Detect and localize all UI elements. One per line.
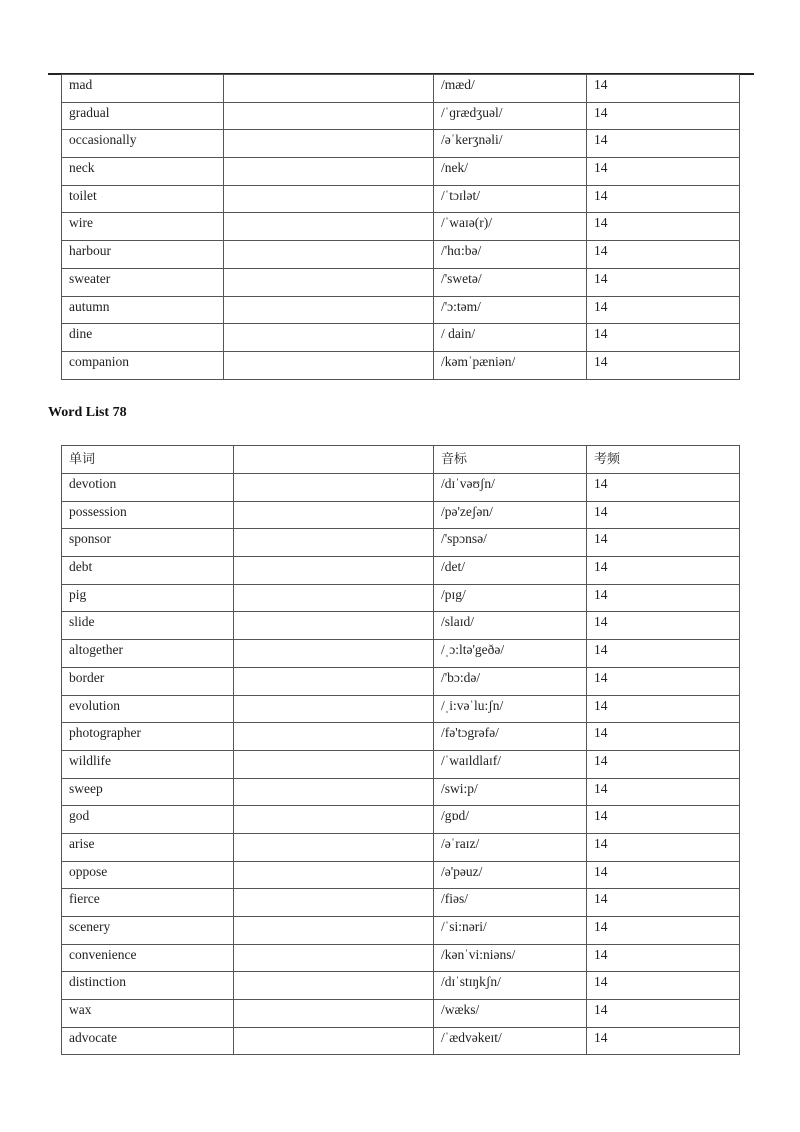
phonetic-cell: /pə'zeʃən/ — [434, 501, 587, 529]
word-cell: wire — [62, 213, 224, 241]
word-cell: convenience — [62, 944, 234, 972]
note-cell — [224, 324, 434, 352]
note-cell — [234, 501, 434, 529]
header-word: 单词 — [62, 446, 234, 474]
note-cell — [234, 750, 434, 778]
table-row — [62, 529, 740, 557]
frequency-cell: 14 — [587, 917, 740, 945]
phonetic-cell: /ˈtɔɪlət/ — [434, 185, 587, 213]
note-cell — [234, 584, 434, 612]
word-table-continued-body — [62, 75, 740, 380]
note-cell — [234, 972, 434, 1000]
table-row — [62, 213, 740, 241]
note-cell — [234, 944, 434, 972]
frequency-cell: 14 — [587, 324, 740, 352]
phonetic-cell: /dɪˈstɪŋkʃn/ — [434, 972, 587, 1000]
phonetic-cell: /ˈsi:nəri/ — [434, 917, 587, 945]
table-row — [62, 130, 740, 158]
table-row — [62, 158, 740, 186]
word-cell: sweater — [62, 268, 224, 296]
word-cell: neck — [62, 158, 224, 186]
table-row — [62, 861, 740, 889]
table-row — [62, 667, 740, 695]
phonetic-cell: /ˈædvəkeɪt/ — [434, 1027, 587, 1055]
frequency-cell: 14 — [587, 640, 740, 668]
phonetic-cell: /ə'pəuz/ — [434, 861, 587, 889]
note-cell — [234, 474, 434, 502]
frequency-cell: 14 — [587, 268, 740, 296]
word-cell: companion — [62, 351, 224, 379]
note-cell — [234, 695, 434, 723]
header-note — [234, 446, 434, 474]
phonetic-cell: /fiəs/ — [434, 889, 587, 917]
table-row — [62, 917, 740, 945]
word-cell: slide — [62, 612, 234, 640]
phonetic-cell: /'ɔ:təm/ — [434, 296, 587, 324]
word-cell: wildlife — [62, 750, 234, 778]
note-cell — [224, 268, 434, 296]
table-row — [62, 241, 740, 269]
word-cell: gradual — [62, 102, 224, 130]
note-cell — [234, 557, 434, 585]
note-cell — [224, 102, 434, 130]
table-row — [62, 833, 740, 861]
note-cell — [224, 185, 434, 213]
frequency-cell: 14 — [587, 213, 740, 241]
section-title: Word List 78 — [48, 405, 127, 420]
frequency-cell: 14 — [587, 130, 740, 158]
note-cell — [234, 529, 434, 557]
table-row — [62, 557, 740, 585]
table-row — [62, 972, 740, 1000]
word-cell: sweep — [62, 778, 234, 806]
phonetic-cell: /dɪˈvəʊʃn/ — [434, 474, 587, 502]
table-row — [62, 102, 740, 130]
frequency-cell: 14 — [587, 806, 740, 834]
frequency-cell: 14 — [587, 723, 740, 751]
table-row — [62, 584, 740, 612]
phonetic-cell: /ˌɔ:ltə'geðə/ — [434, 640, 587, 668]
word-cell: dine — [62, 324, 224, 352]
frequency-cell: 14 — [587, 667, 740, 695]
frequency-cell: 14 — [587, 296, 740, 324]
note-cell — [234, 640, 434, 668]
table-row — [62, 612, 740, 640]
frequency-cell: 14 — [587, 889, 740, 917]
word-cell: mad — [62, 75, 224, 103]
note-cell — [234, 1000, 434, 1028]
frequency-cell: 14 — [587, 557, 740, 585]
phonetic-cell: /kəmˈpæniən/ — [434, 351, 587, 379]
word-cell: occasionally — [62, 130, 224, 158]
frequency-cell: 14 — [587, 972, 740, 1000]
word-cell: advocate — [62, 1027, 234, 1055]
phonetic-cell: /kənˈvi:niəns/ — [434, 944, 587, 972]
phonetic-cell: /swi:p/ — [434, 778, 587, 806]
word-cell: evolution — [62, 695, 234, 723]
frequency-cell: 14 — [587, 185, 740, 213]
frequency-cell: 14 — [587, 695, 740, 723]
phonetic-cell: /ˈwaɪldlaɪf/ — [434, 750, 587, 778]
table-row — [62, 695, 740, 723]
frequency-cell: 14 — [587, 612, 740, 640]
note-cell — [234, 889, 434, 917]
table-row — [62, 889, 740, 917]
frequency-cell: 14 — [587, 944, 740, 972]
note-cell — [234, 723, 434, 751]
word-cell: photographer — [62, 723, 234, 751]
phonetic-cell: /əˈkerʒnəli/ — [434, 130, 587, 158]
note-cell — [224, 351, 434, 379]
phonetic-cell: /pɪg/ — [434, 584, 587, 612]
word-cell: altogether — [62, 640, 234, 668]
frequency-cell: 14 — [587, 1000, 740, 1028]
phonetic-cell: /ˈwaɪə(r)/ — [434, 213, 587, 241]
phonetic-cell: /ˈɡrædʒuəl/ — [434, 102, 587, 130]
frequency-cell: 14 — [587, 501, 740, 529]
note-cell — [234, 833, 434, 861]
note-cell — [234, 861, 434, 889]
phonetic-cell: /gɒd/ — [434, 806, 587, 834]
table-row — [62, 640, 740, 668]
table-row — [62, 1000, 740, 1028]
frequency-cell: 14 — [587, 833, 740, 861]
phonetic-cell: /'spɔnsə/ — [434, 529, 587, 557]
phonetic-cell: /'swetə/ — [434, 268, 587, 296]
note-cell — [224, 296, 434, 324]
word-cell: sponsor — [62, 529, 234, 557]
word-cell: border — [62, 667, 234, 695]
note-cell — [234, 667, 434, 695]
phonetic-cell: / dain/ — [434, 324, 587, 352]
table-row — [62, 750, 740, 778]
table-row — [62, 1027, 740, 1055]
frequency-cell: 14 — [587, 861, 740, 889]
word-cell: wax — [62, 1000, 234, 1028]
table-header-row — [62, 446, 740, 474]
word-cell: debt — [62, 557, 234, 585]
note-cell — [234, 806, 434, 834]
phonetic-cell: /'hɑ:bə/ — [434, 241, 587, 269]
table-row — [62, 944, 740, 972]
word-cell: fierce — [62, 889, 234, 917]
frequency-cell: 14 — [587, 750, 740, 778]
frequency-cell: 14 — [587, 102, 740, 130]
header-phonetic: 音标 — [434, 446, 587, 474]
word-cell: toilet — [62, 185, 224, 213]
word-cell: pig — [62, 584, 234, 612]
phonetic-cell: /ˌi:vəˈlu:ʃn/ — [434, 695, 587, 723]
table-row — [62, 324, 740, 352]
frequency-cell: 14 — [587, 1027, 740, 1055]
table-row — [62, 296, 740, 324]
table-row — [62, 723, 740, 751]
frequency-cell: 14 — [587, 351, 740, 379]
word-cell: possession — [62, 501, 234, 529]
word-cell: autumn — [62, 296, 224, 324]
table-row — [62, 501, 740, 529]
header-frequency: 考频 — [587, 446, 740, 474]
word-table-continued — [61, 74, 740, 380]
note-cell — [234, 612, 434, 640]
frequency-cell: 14 — [587, 158, 740, 186]
phonetic-cell: /fə'tɔgrəfə/ — [434, 723, 587, 751]
frequency-cell: 14 — [587, 529, 740, 557]
word-cell: scenery — [62, 917, 234, 945]
phonetic-cell: /det/ — [434, 557, 587, 585]
note-cell — [224, 75, 434, 103]
phonetic-cell: /mæd/ — [434, 75, 587, 103]
frequency-cell: 14 — [587, 75, 740, 103]
note-cell — [234, 778, 434, 806]
table-row — [62, 185, 740, 213]
note-cell — [234, 917, 434, 945]
table-row — [62, 778, 740, 806]
note-cell — [224, 130, 434, 158]
word-cell: distinction — [62, 972, 234, 1000]
note-cell — [224, 241, 434, 269]
word-cell: arise — [62, 833, 234, 861]
phonetic-cell: /nek/ — [434, 158, 587, 186]
note-cell — [234, 1027, 434, 1055]
table-row — [62, 75, 740, 103]
word-cell: harbour — [62, 241, 224, 269]
frequency-cell: 14 — [587, 474, 740, 502]
note-cell — [224, 158, 434, 186]
phonetic-cell: /slaɪd/ — [434, 612, 587, 640]
phonetic-cell: /wæks/ — [434, 1000, 587, 1028]
frequency-cell: 14 — [587, 584, 740, 612]
note-cell — [224, 213, 434, 241]
table-row — [62, 351, 740, 379]
word-list-78-table-body — [62, 446, 740, 1055]
frequency-cell: 14 — [587, 241, 740, 269]
table-row — [62, 474, 740, 502]
word-cell: oppose — [62, 861, 234, 889]
phonetic-cell: /əˈraɪz/ — [434, 833, 587, 861]
table-row — [62, 806, 740, 834]
table-row — [62, 268, 740, 296]
word-cell: god — [62, 806, 234, 834]
frequency-cell: 14 — [587, 778, 740, 806]
phonetic-cell: /'bɔ:də/ — [434, 667, 587, 695]
word-cell: devotion — [62, 474, 234, 502]
word-list-78-table — [61, 445, 740, 1055]
